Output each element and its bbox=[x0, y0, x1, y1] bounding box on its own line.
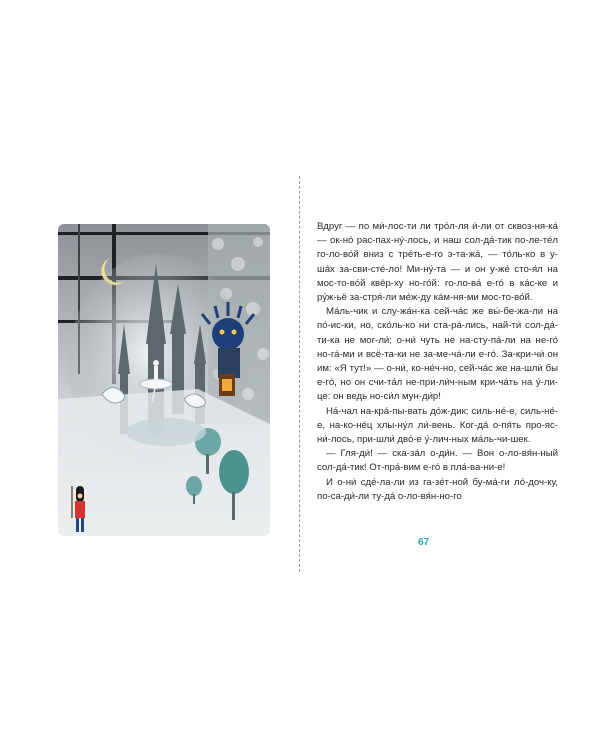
illustration-window-scene bbox=[58, 224, 270, 536]
story-paragraph: И о-ни́ сде́-ла-ли из га-зе́т-ной бу-ма́-ги ло́-доч-ку, по-са-ди́-ли ту-да́ о-ло-вя́н-но-го bbox=[317, 476, 558, 502]
story-text-column bbox=[317, 220, 558, 504]
story-paragraph: Ма́ль-чик и слу-жа́н-ка сей-ча́с же вы́-бе-жа-ли на по́-ис-ки, но, ско́ль-ко ни ста-ра́-лись, най-ти́ сол-да́-ти-ка не мог-ли́; о-ни́ чуть не на-сту-па́-ли на не-го́ но-га́-ми и всё-та-ки не за-ме-ча́-ли е-го́. За-кри-чи́ он им: «Я тут!» — о-ни́, ко-не́ч-но, сей-ча́с же на-шли́ бы е-го́, но он счи-та́л не-при-ли́ч-ным кри-ча́ть на у́-ли-це: он ведь но-си́л мун-ди́р! bbox=[317, 306, 558, 403]
story-paragraph: На́-чал на-кра́-пы-вать до́ж-дик; силь-не́-е, силь-не́-е, на-ко-не́ц хлы-ну́л ли́-вень. Ког-да́ о-пя́ть про-яс-ни́-лось, при-шли́ дво́-е у́-лич-ных ма́ль-чи-шек. bbox=[317, 405, 558, 446]
page-gutter-divider bbox=[299, 176, 300, 572]
page-number: 67 bbox=[418, 537, 430, 548]
story-paragraph: — Гля-ди́! — ска-за́л о-ди́н. — Вон о-ло-вя́н-ный сол-да́-тик! От-пра́-вим е-го́ в пла́-ва-ни-е! bbox=[317, 448, 558, 474]
story-paragraph: Вдруг — по ми́-лос-ти ли тро́л-ля и́-ли от сквоз-ня-ка́ — ок-но́ рас-пах-ну́-лось, и наш сол-да́-тик по-ле-те́л го-ло-во́й вниз с тре́ть-е-го э-та-жа́, — то́ль-ко в у-ша́х за-сви-сте́-ло! Ми-ну́-та — и он у-же́ сто-я́л на мос-то-во́й квёр-ху но-го́й: го-ло-ва́ е-го́ в ка́с-ке и ру́ж-ьё за-стря́-ли ме́ж-ду ка́м-ня-ми мос-то-во́й. bbox=[317, 221, 558, 304]
tin-soldier-illustration bbox=[58, 224, 270, 536]
